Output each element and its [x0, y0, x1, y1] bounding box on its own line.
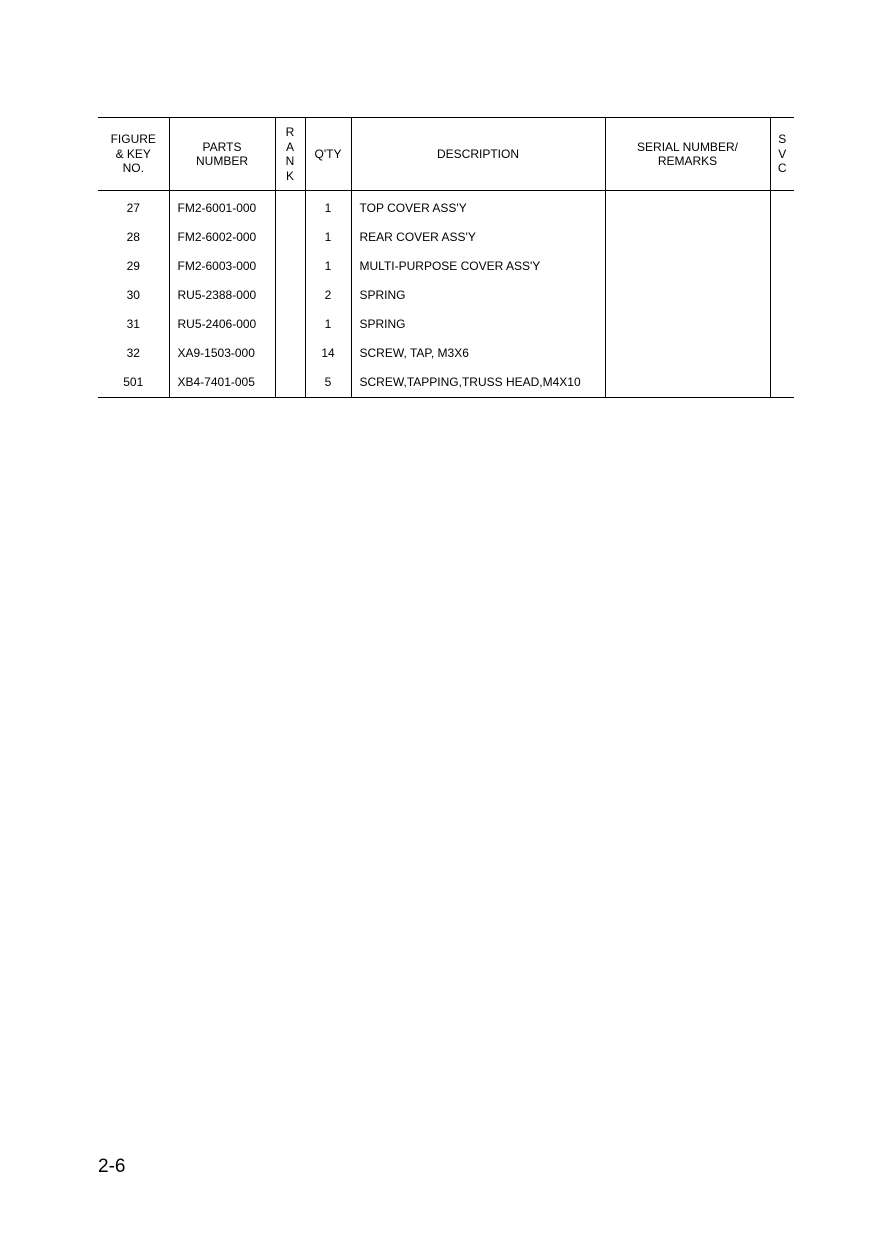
remarks-cell: [605, 338, 770, 367]
description-cell: REAR COVER ASS'Y: [351, 222, 605, 251]
figure-key-cell: 31: [126, 316, 140, 331]
description-cell: SPRING: [351, 280, 605, 309]
figure-key-cell: 501: [98, 367, 169, 398]
svc-cell: [770, 191, 794, 223]
description-cell: SCREW,TAPPING,TRUSS HEAD,M4X10: [351, 367, 605, 398]
figure-key-cell: 29: [126, 258, 140, 273]
rank-cell: [275, 251, 305, 280]
rank-cell: [275, 191, 305, 223]
header-parts-number: PARTS NUMBER: [169, 118, 275, 191]
qty-cell: 1: [305, 222, 351, 251]
remarks-cell: [605, 367, 770, 398]
table-row: [98, 367, 794, 398]
remarks-cell: [605, 309, 770, 338]
figure-key-cell: 32: [126, 345, 140, 360]
remarks-cell: [605, 251, 770, 280]
description-cell: SPRING: [351, 309, 605, 338]
svc-cell: [770, 309, 794, 338]
description-cell: TOP COVER ASS'Y: [351, 191, 605, 223]
rank-cell: [275, 280, 305, 309]
header-svc: S V C: [770, 118, 794, 191]
header-figure-key-no: FIGURE & KEY NO.: [98, 118, 169, 191]
remarks-cell: [605, 191, 770, 223]
table-row: [98, 222, 794, 251]
part-number-cell: RU5-2406-000: [169, 309, 275, 338]
qty-cell: 1: [305, 191, 351, 223]
table-row: [98, 251, 794, 280]
table-row: [98, 280, 794, 309]
qty-cell: 1: [305, 309, 351, 338]
remarks-cell: [605, 280, 770, 309]
qty-cell: 2: [305, 280, 351, 309]
table-row: [98, 338, 794, 367]
rank-cell: [275, 338, 305, 367]
svc-cell: [770, 280, 794, 309]
part-number-cell: FM2-6003-000: [169, 251, 275, 280]
header-qty: Q'TY: [305, 118, 351, 191]
part-number-cell: XB4-7401-005: [169, 367, 275, 398]
figure-key-cell: 27: [126, 200, 140, 215]
part-number-cell: XA9-1503-000: [169, 338, 275, 367]
rank-cell: [275, 222, 305, 251]
figure-key-cell: 30: [126, 287, 140, 302]
part-number-cell: FM2-6001-000: [169, 191, 275, 223]
header-rank: R A N K: [275, 118, 305, 191]
table-header-row: [98, 118, 794, 191]
parts-list-table: [98, 117, 794, 398]
page-number: 2-6: [98, 1156, 126, 1177]
part-number-cell: RU5-2388-000: [169, 280, 275, 309]
figure-key-cell: 28: [126, 229, 140, 244]
qty-cell: 1: [305, 251, 351, 280]
svc-cell: [770, 222, 794, 251]
table-row: [98, 191, 794, 223]
svc-cell: [770, 338, 794, 367]
qty-cell: 5: [305, 367, 351, 398]
table-row: [98, 309, 794, 338]
description-cell: SCREW, TAP, M3X6: [351, 338, 605, 367]
rank-cell: [275, 367, 305, 398]
remarks-cell: [605, 222, 770, 251]
svc-cell: [770, 367, 794, 398]
svc-cell: [770, 251, 794, 280]
header-serial-remarks: SERIAL NUMBER/ REMARKS: [605, 118, 770, 191]
header-description: DESCRIPTION: [351, 118, 605, 191]
rank-cell: [275, 309, 305, 338]
qty-cell: 14: [305, 338, 351, 367]
description-cell: MULTI-PURPOSE COVER ASS'Y: [351, 251, 605, 280]
part-number-cell: FM2-6002-000: [169, 222, 275, 251]
